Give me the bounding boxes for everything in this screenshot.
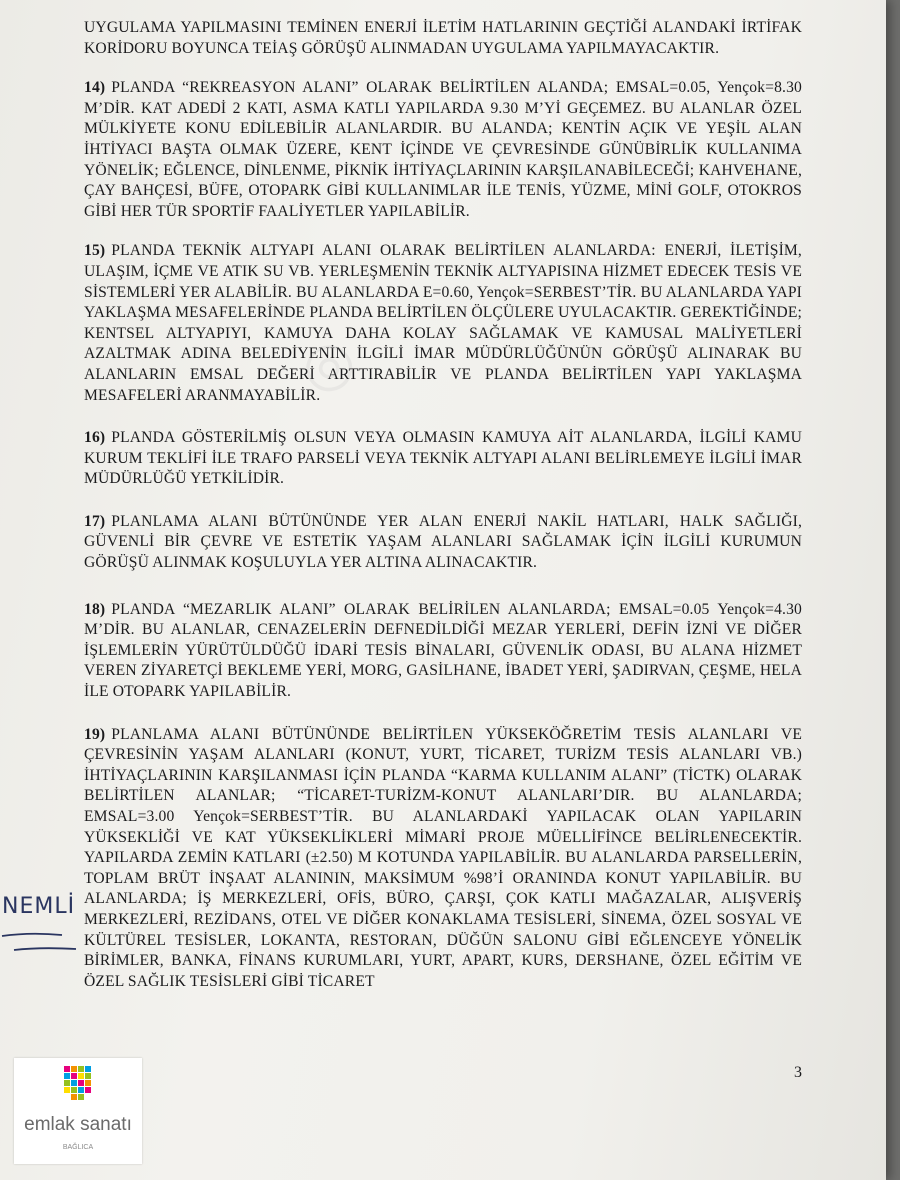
handwritten-underline: [0, 926, 80, 956]
watermark: ◎: [283, 321, 370, 409]
page-number: 3: [794, 1064, 802, 1081]
paragraph-text: PLANLAMA ALANI BÜTÜNÜNDE YER ALAN ENERJİ NAKİL HATLARI, HALK SAĞLIĞI, GÜVENLİ BİR ÇEVRE VE ESTETİK YAŞAM ALANLARI SAĞLAMAK İÇİN İLGİLİ KURUMUN GÖRÜŞÜ ALINMAK KOŞULUYLA YER ALTINA ALINACAKTIR.: [84, 512, 802, 572]
logo-mark-icon: [64, 1066, 94, 1110]
handwritten-note: NEMLİ: [2, 894, 76, 919]
paragraph-text: PLANLAMA ALANI BÜTÜNÜNDE BELİRTİLEN YÜKSEKÖĞRETİM TESİS ALANLARI VE ÇEVRESİNİN YAŞAM ALANLARI (KONUT, YURT, TİCARET, TURİZM TESİS ALANLARI VB.) İHTİYAÇLARININ KARŞILANMASI İÇİN PLANDA “KARMA KULLANIM ALANI” (TİCTK) OLARAK BELİRTİLEN ALANLAR; “TİCARET-TURİZM-KONUT ALANLARI’DIR. BU ALANLARDA; EMSAL=3.00 Yençok=SERBEST’TİR. BU ALANLARDAKİ YAPILACAK OLAN YAPILARIN YÜKSEKLİĞİ VE KAT YÜKSEKLİKLERİ MİMARİ PROJE MÜELLİFİNCE BELİRLENECEKTİR. YAPILARDA ZEMİN KATLARI (±2.50) M KOTUNDA YAPILABİLİR. BU ALANLARDA PARSELLERİN, TOPLAM BRÜT İNŞAAT ALANININ, MAKSİMUM %98’İ ORANINDA KONUT YAPILABİLİR. BU ALANLARDA; İŞ MERKEZLERİ, OFİS, BÜRO, ÇARŞI, ÇOK KATLI MAĞAZALAR, ALIŞVERİŞ MERKEZLERİ, REZİDANS, OTEL VE DİĞER KONAKLAMA TESİSLERİ, SİNEMA, ÖZEL SOSYAL VE KÜLTÜREL TESİSLER, LOKANTA, RESTORAN, DÜĞÜN SALONU GİBİ EĞLENCEYE YÖNELİK BİRİMLER, BANKA, FİNANS KURUMLARI, YURT, APART, KURS, DERSHANE, ÖZEL EĞİTİM VE ÖZEL SAĞLIK TESİSLERİ GİBİ TİCARET: [84, 725, 802, 990]
document-body: [84, 18, 802, 992]
logo-name: emlak sanatı: [24, 1114, 132, 1135]
paragraph-text: PLANDA “MEZARLIK ALANI” OLARAK BELİRİLEN ALANLARDA; EMSAL=0.05 Yençok=4.30 M’DİR. BU ALANLAR, CENAZELERİN DEFNEDİLDİĞİ MEZAR YERLERİ, DEFİN İZNİ VE DİĞER İŞLEMLERİN YÜRÜTÜLDÜĞÜ İDARİ TESİS BİNALARI, GÜVENLİK ODASI, BU ALANA HİZMET VEREN ZİYARETÇİ BEKLEME YERİ, MORG, GASİLHANE, İBADET YERİ, ŞADIRVAN, ÇEŞME, HELA İLE OTOPARK YAPILABİLİR.: [84, 600, 802, 701]
paragraph-number: 15): [84, 242, 106, 260]
paragraph-text: PLANDA GÖSTERİLMİŞ OLSUN VEYA OLMASIN KAMUYA AİT ALANLARDA, İLGİLİ KAMU KURUM TEKLİFİ İLE TRAFO PARSELİ VEYA TEKNİK ALTYAPI ALANI BELİRLEMEYE İLGİLİ İMAR MÜDÜRLÜĞÜ YETKİLİDİR.: [84, 429, 802, 488]
paragraph-number: 14): [84, 79, 106, 97]
paragraph-19: [84, 725, 802, 993]
logo: [14, 1058, 142, 1164]
paragraph-text: PLANDA “REKREASYON ALANI” OLARAK BELİRTİLEN ALANDA; EMSAL=0.05, Yençok=8.30 M’DİR. KAT ADEDİ 2 KATI, ASMA KATLI YAPILARDA 9.30 M’Yİ GEÇEMEZ. BU ALANLAR ÖZEL MÜLKİYETE KONU EDİLEBİLİR ALANLARDIR. BU ALANDA; KENTİN AÇIK VE YEŞİL ALAN İHTİYACI BAŞTA OLMAK ÜZERE, KENT İÇİNDE VE ÇEVRESİNDE GÜNÜBİRLİK KULLANIMA YÖNELİK; EĞLENCE, DİNLENME, PİKNİK İHTİYAÇLARININ KARŞILANABİLECEĞİ; KAHVEHANE, ÇAY BAHÇESİ, BÜFE, OTOPARK GİBİ KULLANIMLAR İLE TENİS, YÜZME, MİNİ GOLF, OTOKROS GİBİ HER TÜR SPORTİF FAALİYETLER YAPILABİLİR.: [84, 79, 802, 220]
paragraph-number: 17): [84, 512, 106, 530]
paragraph-17: [84, 512, 802, 574]
paragraph-14: [84, 78, 802, 222]
paragraph-number: 18): [84, 600, 106, 618]
paragraph-text: PLANDA TEKNİK ALTYAPI ALANI OLARAK BELİRTİLEN ALANLARDA: ENERJİ, İLETİŞİM, ULAŞIM, İÇME VE ATIK SU VB. YERLEŞMENİN TEKNİK ALTYAPISINA HİZMET EDECEK TESİS VE SİSTEMLERİ YER ALABİLİR. BU ALANLARDA E=0.60, Yençok=SERBEST’TİR. BU ALANLARDA YAPI YAKLAŞMA MESAFELERİNDE PLANDA BELİRTİLEN ÖLÇÜLERE UYULACAKTIR. GEREKTİĞİNDE; KENTSEL ALTYAPIYI, KAMUYA DAHA KOLAY SAĞLAMAK VE KAMUSAL MALİYETLERİ AZALTMAK ADINA BELEDİYENİN İLGİLİ İMAR MÜDÜRLÜĞÜNÜN GÖRÜŞÜ ALINARAK BU ALANLARIN EMSAL DEĞERİ ARTTIRABİLİR VE PLANDA BELİRTİLEN YAPI YAKLAŞMA MESAFELERİ ARANMAYABİLİR.: [84, 242, 802, 404]
paragraph-number: 19): [84, 725, 106, 743]
paragraph-16: [84, 428, 802, 490]
logo-subtitle: BAĞLICA: [62, 1144, 94, 1151]
paragraph-18: [84, 600, 802, 703]
paragraph-15: [84, 241, 802, 409]
paragraph-number: 16): [84, 429, 106, 447]
intro-paragraph: UYGULAMA YAPILMASINI TEMİNEN ENERJİ İLETİM HATLARININ GEÇTİĞİ ALANDAKİ İRTİFAK KORİDORU BOYUNCA TEİAŞ GÖRÜŞÜ ALINMADAN UYGULAMA YAPILMAYACAKTIR.: [84, 19, 802, 57]
